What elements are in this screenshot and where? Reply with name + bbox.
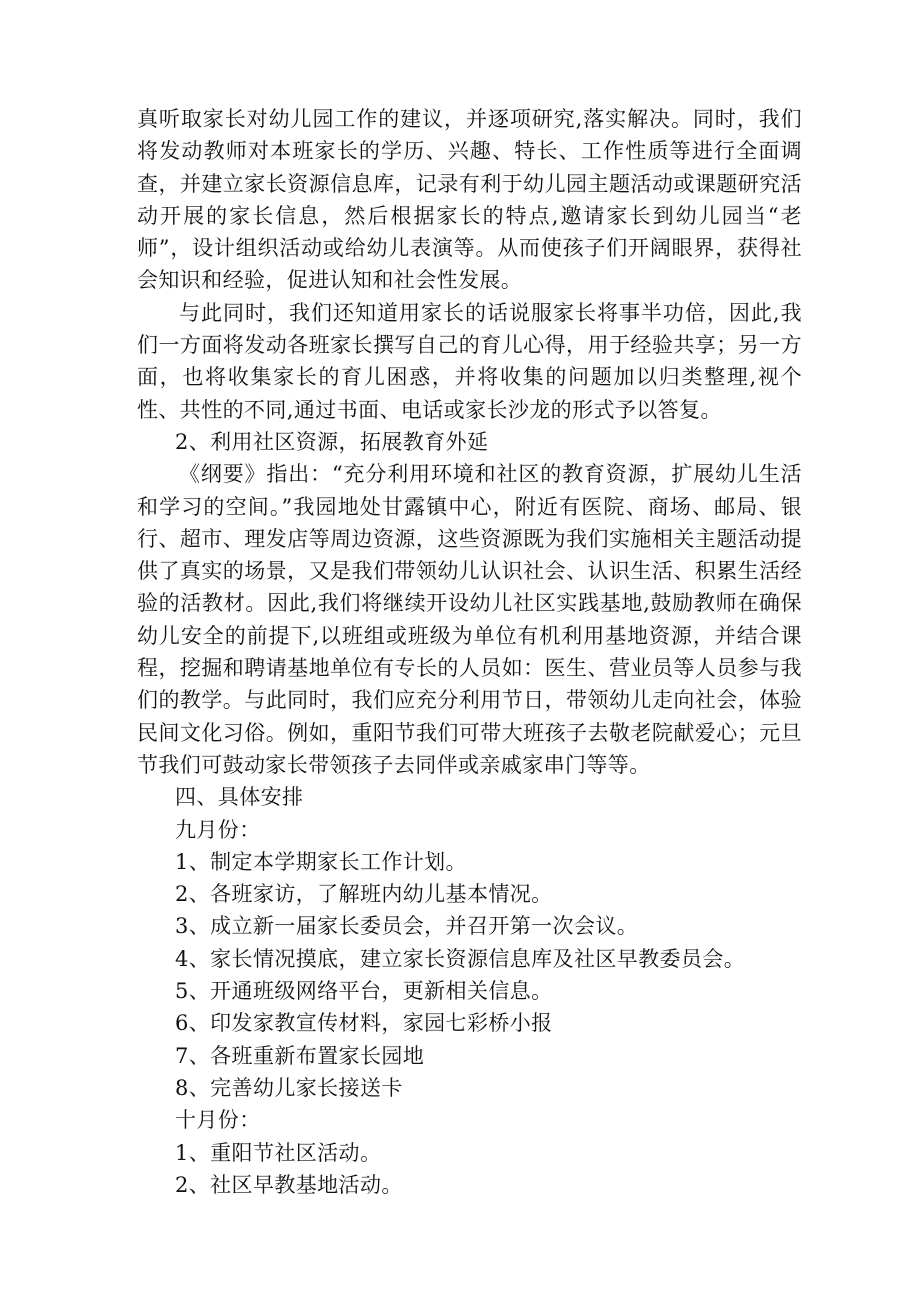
list-item: 1、制定本学期家长工作计划。 [175,849,467,874]
list-item: 1、重阳节社区活动。 [175,1140,382,1165]
list-item: 3、成立新一届家长委员会，并召开第一次会议。 [175,914,639,939]
section-heading-arrangement: 四、具体安排 [175,785,304,810]
paragraph-outline-quote: 《纲要》指出：“充分利用环境和社区的教育资源，扩展幼儿生活和学习的空间。”我园地处甘露镇中心，附近有医院、商场、邮局、银行、超市、理发店等周边资源，这些资源既为我们实施相关主题活动提供了真实的场景，又是我们带领幼儿认识社会、认识生活、积累生活经验的活教材。因此,我们将继续开设幼儿社区实践基地,鼓励教师在确保幼儿安全的前提下,以班组或班级为单位有机利用基地资源，并结合课程，挖掘和聘请基地单位有专长的人员如：医生、营业员等人员参与我们的教学。与此同时，我们应充分利用节日，带领幼儿走向社会，体验民间文化习俗。例如，重阳节我们可带大班孩子去敬老院献爱心；元旦节我们可鼓动家长带领孩子去同伴或亲戚家串门等等。 [137,462,802,777]
list-item: 7、各班重新布置家长园地 [175,1043,425,1068]
subheading-community-resources: 2、利用社区资源，拓展教育外延 [175,429,489,454]
list-item: 2、各班家访，了解班内幼儿基本情况。 [175,882,553,907]
document-page [137,103,802,1201]
month-heading-september: 九月份： [175,817,261,842]
paragraph-parent-experience: 与此同时，我们还知道用家长的话说服家长将事半功倍，因此,我们一方面将发动各班家长撰写自己的育儿心得，用于经验共享；另一方面，也将收集家长的育儿困惑，并将收集的问题加以归类整理,视个性、共性的不同,通过书面、电话或家长沙龙的形式予以答复。 [137,300,802,422]
month-heading-october: 十月份： [175,1108,261,1133]
list-item: 4、家长情况摸底，建立家长资源信息库及社区早教委员会。 [175,946,746,971]
list-item: 2、社区早教基地活动。 [175,1172,403,1197]
list-item: 5、开通班级网络平台，更新相关信息。 [175,979,553,1004]
paragraph-parent-suggestions: 真听取家长对幼儿园工作的建议，并逐项研究,落实解决。同时，我们将发动教师对本班家长的学历、兴趣、特长、工作性质等进行全面调查，并建立家长资源信息库，记录有利于幼儿园主题活动或课题研究活动开展的家长信息，然后根据家长的特点,邀请家长到幼儿园当“老师”，设计组织活动或给幼儿表演等。从而使孩子们开阔眼界，获得社会知识和经验，促进认知和社会性发展。 [137,107,802,293]
list-item: 6、印发家教宣传材料，家园七彩桥小报 [175,1011,553,1036]
list-item: 8、完善幼儿家长接送卡 [175,1075,403,1100]
